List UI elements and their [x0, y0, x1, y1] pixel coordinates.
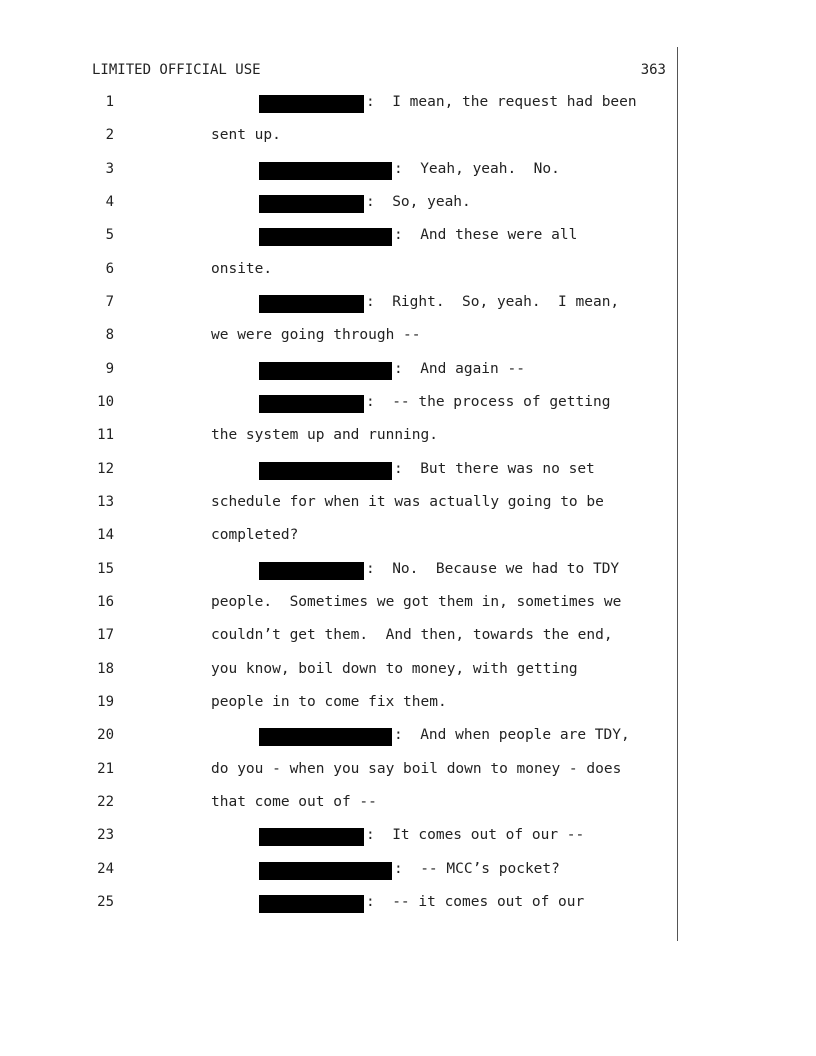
- speaker-utterance: : -- the process of getting: [366, 393, 611, 410]
- line-number: 22: [97, 793, 114, 810]
- line-number: 15: [97, 560, 114, 577]
- transcript-line: [0, 561, 816, 581]
- speaker-redaction: [259, 895, 364, 913]
- line-number: 10: [97, 393, 114, 410]
- line-number: 20: [97, 727, 114, 744]
- speaker-utterance: : -- it comes out of our: [366, 893, 585, 910]
- continuation-text: you know, boil down to money, with getting: [211, 660, 578, 677]
- transcript-line: [0, 127, 816, 147]
- line-number: 11: [97, 427, 114, 444]
- speaker-utterance: : I mean, the request had been: [366, 94, 637, 110]
- line-number: 7: [105, 293, 114, 310]
- line-number: 17: [97, 627, 114, 644]
- transcript-line: [0, 794, 816, 814]
- continuation-text: schedule for when it was actually going to be: [211, 493, 604, 510]
- speaker-utterance: : It comes out of our --: [366, 827, 585, 844]
- continuation-text: people in to come fix them.: [211, 693, 447, 710]
- transcript-line: [0, 494, 816, 514]
- speaker-utterance: : -- MCC’s pocket?: [394, 860, 560, 877]
- transcript-line: [0, 294, 816, 314]
- speaker-redaction: [259, 362, 392, 380]
- speaker-utterance: : But there was no set: [394, 460, 595, 477]
- line-number: 18: [97, 660, 114, 677]
- transcript-line: [0, 761, 816, 781]
- speaker-redaction: [259, 862, 392, 880]
- transcript-line: [0, 327, 816, 347]
- transcript-line: [0, 594, 816, 614]
- line-number: 19: [97, 693, 114, 710]
- speaker-utterance: : And again --: [394, 360, 525, 377]
- line-number: 4: [105, 193, 114, 210]
- transcript-line: [0, 827, 816, 847]
- continuation-text: the system up and running.: [211, 427, 438, 444]
- transcript-line: [0, 694, 816, 714]
- speaker-utterance: : So, yeah.: [366, 193, 471, 210]
- transcript-line: [0, 427, 816, 447]
- speaker-redaction: [259, 228, 392, 246]
- line-number: 16: [97, 593, 114, 610]
- continuation-text: people. Sometimes we got them in, sometimes we: [211, 593, 622, 610]
- line-number: 3: [105, 160, 114, 177]
- line-number: 2: [105, 127, 114, 144]
- continuation-text: completed?: [211, 527, 299, 544]
- transcript-line: [0, 461, 816, 481]
- continuation-text: we were going through --: [211, 327, 421, 344]
- speaker-redaction: [259, 295, 364, 313]
- speaker-redaction: [259, 728, 392, 746]
- speaker-redaction: [259, 395, 364, 413]
- transcript-line: [0, 527, 816, 547]
- continuation-text: onsite.: [211, 260, 273, 277]
- speaker-redaction: [259, 195, 364, 213]
- transcript-line: [0, 361, 816, 381]
- line-number: 9: [105, 360, 114, 377]
- line-number: 13: [97, 493, 114, 510]
- line-number: 5: [105, 227, 114, 244]
- continuation-text: do you - when you say boil down to money - does: [211, 760, 622, 777]
- classification-marking: LIMITED OFFICIAL USE: [92, 62, 261, 78]
- transcript-line: [0, 261, 816, 281]
- line-number: 25: [97, 893, 114, 910]
- transcript-line: [0, 94, 816, 114]
- transcript-line: [0, 194, 816, 214]
- speaker-redaction: [259, 562, 364, 580]
- line-number: 8: [105, 327, 114, 344]
- line-number: 23: [97, 827, 114, 844]
- continuation-text: couldn’t get them. And then, towards the end,: [211, 627, 613, 644]
- line-number: 1: [105, 94, 114, 110]
- transcript-line: [0, 861, 816, 881]
- transcript-line: [0, 727, 816, 747]
- line-number: 6: [105, 260, 114, 277]
- line-number: 21: [97, 760, 114, 777]
- speaker-utterance: : And these were all: [394, 227, 578, 244]
- transcript-line: [0, 227, 816, 247]
- speaker-utterance: : Yeah, yeah. No.: [394, 160, 560, 177]
- speaker-redaction: [259, 95, 364, 113]
- speaker-redaction: [259, 462, 392, 480]
- transcript-line: [0, 894, 816, 914]
- transcript-line: [0, 627, 816, 647]
- transcript-line: [0, 661, 816, 681]
- speaker-redaction: [259, 162, 392, 180]
- continuation-text: sent up.: [211, 127, 281, 144]
- transcript-line: [0, 161, 816, 181]
- continuation-text: that come out of --: [211, 793, 377, 810]
- line-number: 14: [97, 527, 114, 544]
- line-number: 24: [97, 860, 114, 877]
- speaker-redaction: [259, 828, 364, 846]
- speaker-utterance: : No. Because we had to TDY: [366, 560, 620, 577]
- line-number: 12: [97, 460, 114, 477]
- page-number: 363: [640, 62, 666, 78]
- speaker-utterance: : Right. So, yeah. I mean,: [366, 293, 620, 310]
- transcript-line: [0, 394, 816, 414]
- speaker-utterance: : And when people are TDY,: [394, 727, 630, 744]
